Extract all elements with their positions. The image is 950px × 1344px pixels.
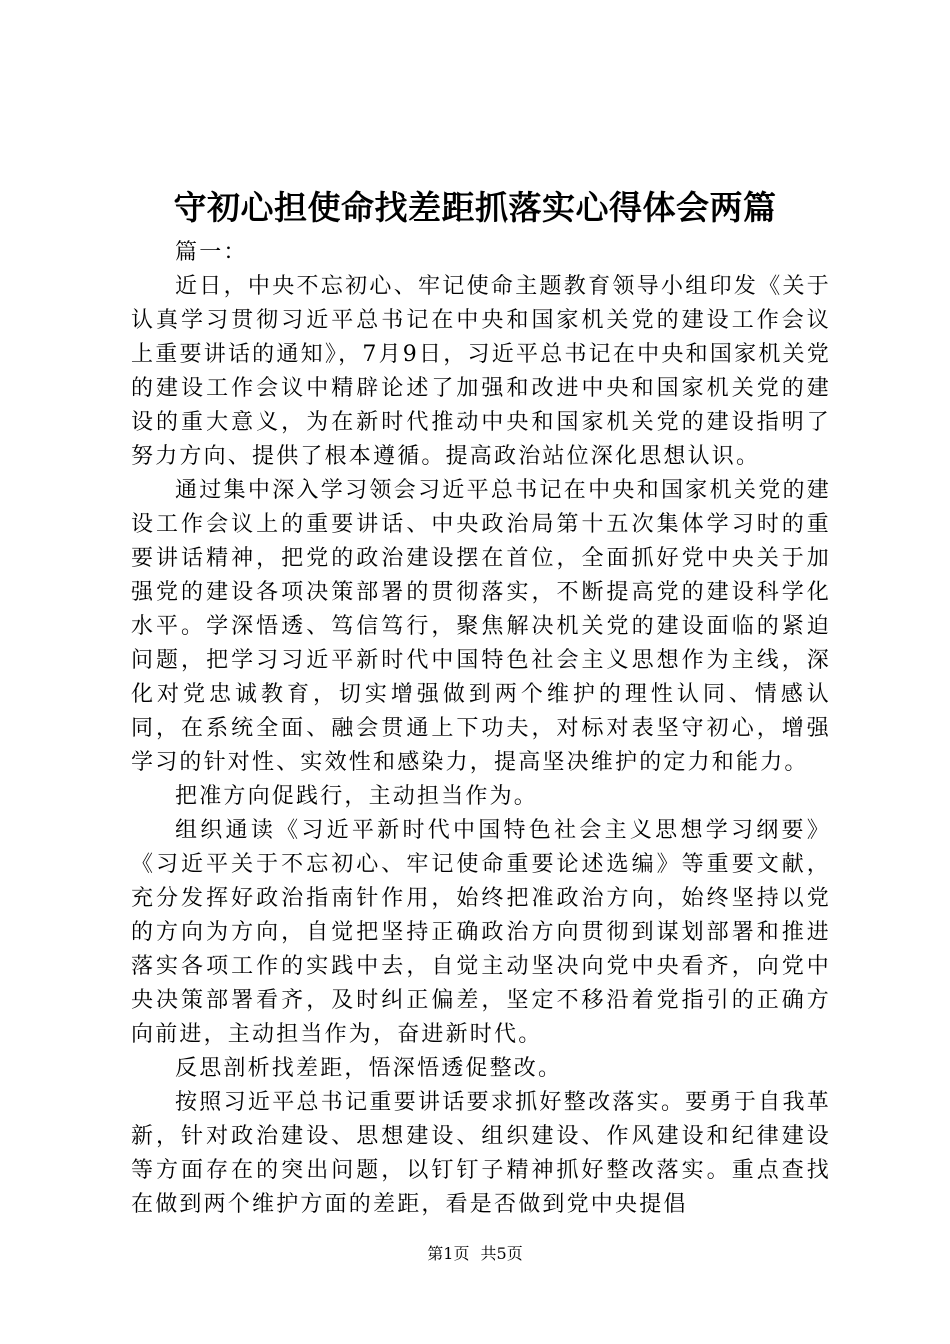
paragraph: 通过集中深入学习领会习近平总书记在中央和国家机关党的建设工作会议上的重要讲话、中央政治局第十五次集体学习时的重要讲话精神，把党的政治建设摆在首位，全面抓好党中央关于加强党的建设各项决策部署的贯彻落实，不断提高党的建设科学化水平。学深悟透、笃信笃行，聚焦解决机关党的建设面临的紧迫问题，把学习习近平新时代中国特色社会主义思想作为主线，深化对党忠诚教育，切实增强做到两个维护的理性认同、情感认同，在系统全面、融会贯通上下功夫，对标对表坚守初心，增强学习的针对性、实效性和感染力，提高坚决维护的定力和能力。 xyxy=(131,478,831,775)
paragraph: 近日，中央不忘初心、牢记使命主题教育领导小组印发《关于认真学习贯彻习近平总书记在中央和国家机关党的建设工作会议上重要讲话的通知》，7月9日，习近平总书记在中央和国家机关党的建设工作会议中精辟论述了加强和改进中央和国家机关党的建设的重大意义，为在新时代推动中央和国家机关党的建设指明了努力方向、提供了根本遵循。提高政治站位深化思想认识。 xyxy=(131,274,831,469)
document-body xyxy=(131,236,831,1222)
paragraph-subheading: 反思剖析找差距，悟深悟透促整改。 xyxy=(175,1056,563,1081)
paragraph-subheading: 把准方向促践行，主动担当作为。 xyxy=(175,784,539,809)
page-footer xyxy=(0,1243,950,1265)
paragraph: 组织通读《习近平新时代中国特色社会主义思想学习纲要》《习近平关于不忘初心、牢记使命重要论述选编》等重要文献，充分发挥好政治指南针作用，始终把准政治方向，始终坚持以党的方向为方向，自觉把坚持正确政治方向贯彻到谋划部署和推进落实各项工作的实践中去，自觉主动坚决向党中央看齐，向党中央决策部署看齐，及时纠正偏差，坚定不移沿着党指引的正确方向前进，主动担当作为，奋进新时代。 xyxy=(131,818,831,1047)
paragraph: 按照习近平总书记重要讲话要求抓好整改落实。要勇于自我革新，针对政治建设、思想建设、组织建设、作风建设和纪律建设等方面存在的突出问题，以钉钉子精神抓好整改落实。重点查找在做到两个维护方面的差距，看是否做到党中央提倡 xyxy=(131,1090,831,1217)
page-total: 共5页 xyxy=(480,1244,523,1263)
section-heading: 篇一： xyxy=(175,240,248,265)
page-number: 第1页 xyxy=(427,1244,470,1263)
document-title: 守初心担使命找差距抓落实心得体会两篇 xyxy=(173,188,777,227)
